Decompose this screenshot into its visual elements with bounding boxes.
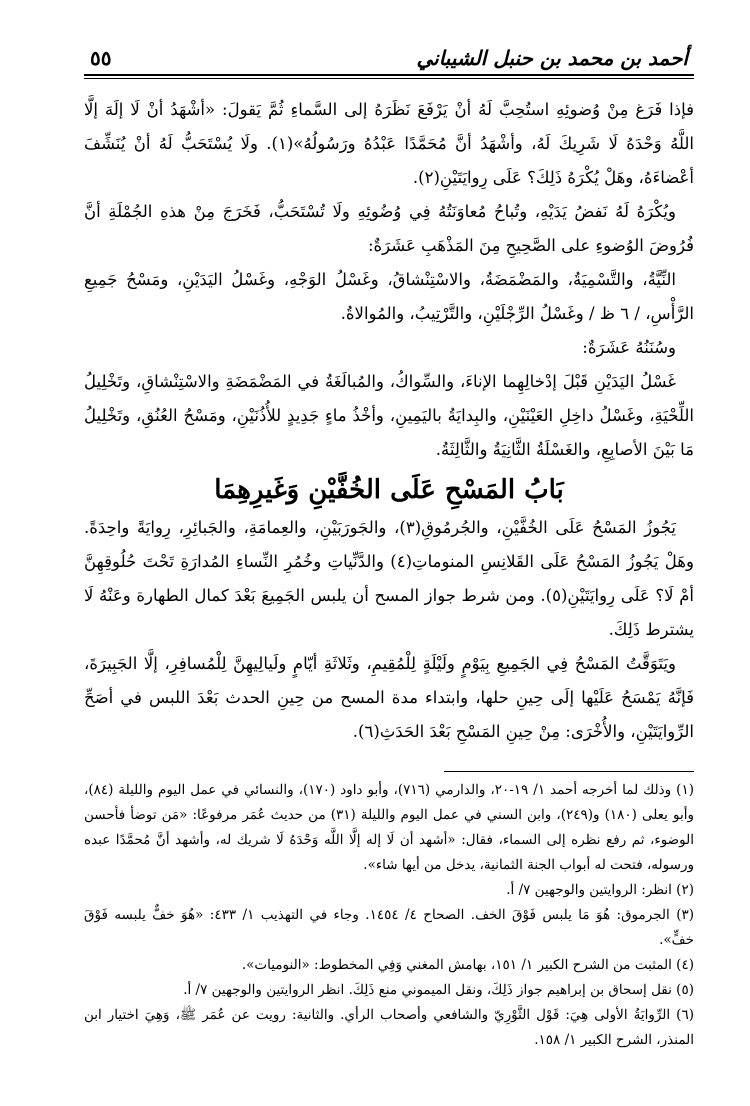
footnote: (٤) المثبت من الشرح الكبير ١/ ١٥١، بهامش المغني وَفِي المخطوط: «النوميات». — [241, 957, 694, 973]
paragraph: وسُنَنُهُ عَشَرَةٌ: — [582, 338, 676, 357]
footnote: (٣) الجرموق: هُوَ مَا يلبس فَوْقَ الخف. الصحاح ٤/ ١٤٥٤. وجاء في التهذيب ١/ ٤٣٣: «هُوَ خفٌّ يلبسه فَوْقَ خفٍّ». — [84, 907, 695, 948]
book-author-title: أحمد بن محمد بن حنبل الشيباني — [416, 46, 688, 70]
footnote: (٦) الرِّوايَةُ الأولى هِيَ: قَوْل الثَّوْرِيّ والشافعي وأصحاب الرأي. والثانية: رويت عن عُمَر ﷺ، وَهِيَ اختيار ابن المنذر، الشرح الكبير ١/ ١٥٨. — [84, 1007, 694, 1048]
document-page — [84, 40, 694, 1053]
page-number: ٥٥ — [90, 46, 112, 70]
chapter-title: بَابُ المَسْحِ عَلَى الخُفَّيْنِ وَغَيرِهِمَا — [214, 475, 564, 505]
header-rule — [84, 74, 694, 79]
running-header — [84, 40, 694, 70]
footnote-rule — [444, 771, 694, 772]
footnotes — [84, 778, 694, 1053]
footnote: (٥) نقل إسحاق بن إبراهيم جواز ذَلِكَ، ونقل الميموني منع ذَلِكَ. انظر الروايتين والوجهين ٧/ أ. — [183, 982, 694, 998]
main-text — [84, 93, 694, 749]
paragraph: ويَتَوَقَّتُ المَسْحُ فِي الجَمِيعِ بِيَوْمٍ ولَيْلَةٍ لِلْمُقِيمِ، وثَلاثَةِ أيّامٍ ولَيالِيهِنَّ لِلْمُسافِرِ، إلَّا الجَبِيرَةَ، فَإنَّهُ يَمْسَحُ عَلَيْها إلَى حِينِ حلها، وابتداء مدة المسح من حِينِ الحدث بَعْدَ اللبس في أصَحِّ الرِّوايَتَيْنِ، والأُخْرَى: مِنْ حِينِ المَسْحِ بَعْدَ الحَدَثِ(٦). — [84, 654, 694, 741]
paragraph: النِّيَّةُ، والتَّسْمِيَةُ، والمَضْمَضَةُ، والاسْتِنْشاقُ، وغَسْلُ الوَجْهِ، وغَسْلُ اليَدَيْنِ، ومَسْحُ جَمِيعِ الرَّأْسِ، / ٦ ظ / وغَسْلُ الرِّجْلَيْنِ، والتَّرْتِيبُ، والمُوالاةُ. — [84, 270, 694, 323]
footnote: (١) وذلك لما أخرجه أحمد ١/ ١٩-٢٠، والدارمي (٧١٦)، وأبو داود (١٧٠)، والنسائي في عمل اليوم والليلة (٨٤)، وأبو يعلى (١٨٠) و(٢٤٩)، وابن السني في عمل اليوم والليلة (٣١) من حديث عُمَر مرفوعًا: «مَن توضأ فأحسن الوضوء، ثم رفع نظره إلى السماء، فقال: «أشهد أن لَا إله إلَّا اللَّه وَحْدَهُ لَا شريك له، وأشهد أنَّ مُحمَّدًا عبده ورسوله، فتحت له أبواب الجنة الثمانية، يدخل من أيها شاء». — [84, 782, 694, 873]
paragraph: ويُكْرَهُ لَهُ نَفضُ يَدَيْهِ، وتُباحُ مُعاوَنَتُهُ فِي وُضُوئِهِ ولَا تُسْتَحَبُّ، فَخَرَجَ مِنْ هذهِ الجُمْلَةِ أنَّ فُرُوضَ الوُضوءِ على الصَّحِيحِ مِنَ المَذْهَبِ عَشَرَةٌ: — [84, 202, 694, 255]
paragraph: يَجُوزُ المَسْحُ عَلَى الخُفَّيْنِ، والجُرمُوقِ(٣)، والجَورَبَيْنِ، والعِمامَةِ، والجَبائِرِ، رِوايَةً واحِدَةً. وهَلْ يَجُوزُ المَسْحُ عَلَى القَلانِسِ المنوماتِ(٤) والدَّنِّياتِ وخُمُرِ النِّساءِ المُدارَةِ تَحْتَ حُلُوقِهِنَّ أمْ لَا؟ عَلَى رِوايَتَيْنِ(٥). ومن شرط جواز المسح أن يلبس الجَمِيعَ بَعْدَ كمال الطهارة وعَنْهُ لَا يشترط ذَلِكَ. — [84, 518, 694, 639]
paragraph: فإذا فَرَغ مِنْ وُضوئِهِ استُحِبَّ لَهُ أنْ يَرْفَعَ نَظَرَهُ إلى السَّماءِ ثُمَّ يَقولَ: «أشْهَدُ أنْ لَا إلَهَ إلَّا اللَّهُ وَحْدَهُ لَا شَرِيكَ لَهُ، وأشْهَدُ أنَّ مُحَمَّدًا عَبْدُهُ ورَسُولُهُ»(١). ولَا يُسْتَحَبُّ لَهُ أنْ يُنَشِّفَ أعْضاءَهُ، وهَلْ يُكْرَهُ ذَلِكَ؟ عَلَى رِوايَتَيْنِ(٢). — [84, 100, 695, 187]
paragraph: غَسْلُ اليَدَيْنِ قَبْلَ إدْخالِهِما الإناءَ، والسِّواكُ، والمُبالَغَةُ في المَضْمَضَةِ والاسْتِنْشاقِ، وتَخْلِيلُ اللِّحْيَةِ، وغَسْلُ داخِلِ العَيْنَيْنِ، والبِدايَةُ باليَمِينِ، وأخْذُ ماءٍ جَدِيدٍ للأُذُنَيْنِ، ومَسْحُ العُنُقِ، وتَخْلِيلُ مَا بَيْنَ الأصابِعِ، والغَسْلَةُ الثَّانِيَةُ والثَّالِثَةُ. — [84, 372, 694, 459]
footnote: (٢) انظر: الروايتين والوجهين ٧/ أ. — [506, 882, 694, 898]
